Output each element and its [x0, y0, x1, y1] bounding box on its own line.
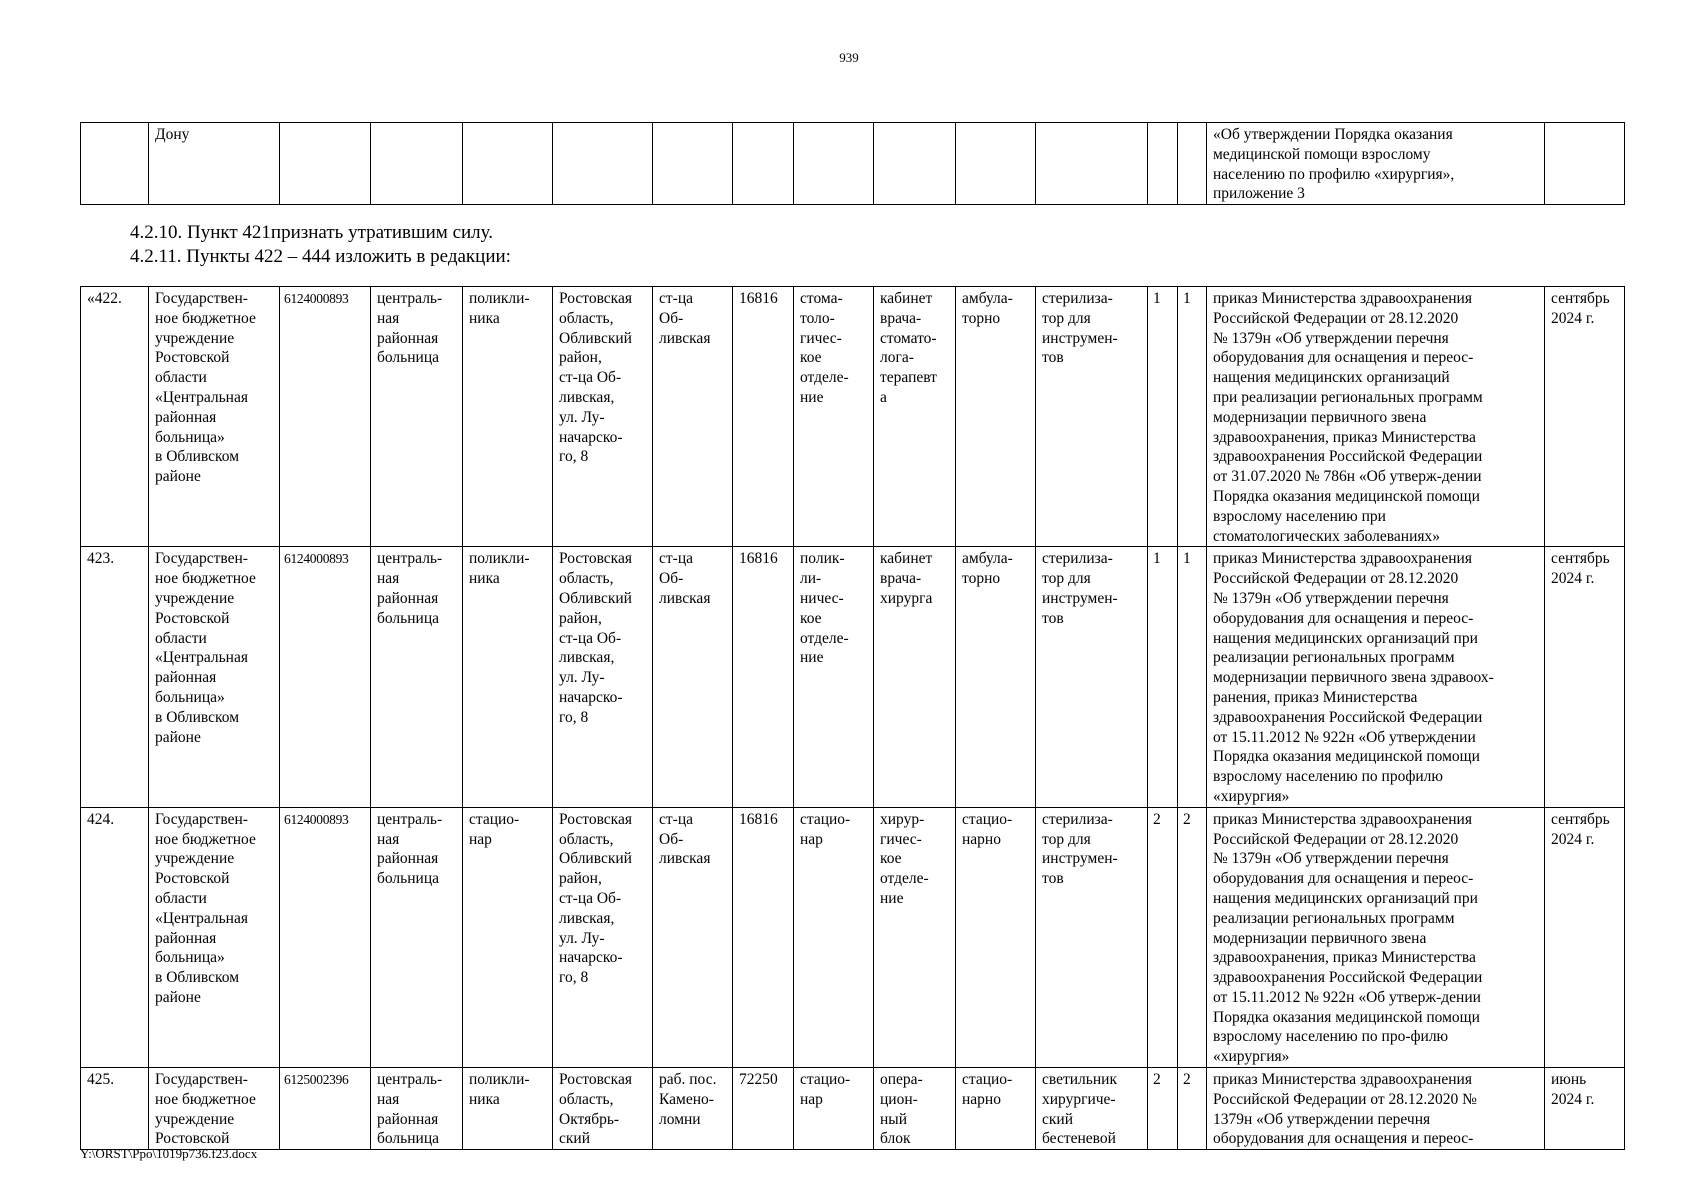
paragraph-item-4-2-10: 4.2.10. Пункт 421признать утратившим силу.	[130, 222, 494, 243]
code-cell: 72250	[733, 1068, 794, 1150]
table-row	[81, 547, 1625, 807]
table-cell	[733, 123, 794, 205]
care-form-cell: стацио- нарно	[956, 1068, 1036, 1150]
quantity-cell: 1	[1148, 287, 1178, 547]
address-cell: Ростовская область, Октябрь- ский	[553, 1068, 653, 1150]
table-cell	[280, 123, 371, 205]
room-cell: хирур- гичес- кое отделе- ние	[874, 807, 956, 1067]
equipment-table	[80, 286, 1625, 1150]
equipment-cell: стерилиза- тор для инструмен- тов	[1036, 807, 1148, 1067]
quantity-cell: 2	[1148, 1068, 1178, 1150]
department-cell: стацио- нар	[794, 1068, 874, 1150]
unit-type-cell: поликли- ника	[463, 287, 553, 547]
institution-cell: Государствен- ное бюджетное учреждение Ростовской области «Центральная районная больница» в Обливском районе	[149, 547, 280, 807]
legal-basis-cell: приказ Министерства здравоохранения Российской Федерации от 28.12.2020 № 1379н «Об утверждении перечня оборудования для оснащения и переос- нащения медицинских организаций при реализации региональных программ модернизации первичного звена здравоох- ранения, приказ Министерства здравоохранения Российской Федерации от 15.11.2012 № 922н «Об утверждении Порядка оказания медицинской помощи взрослому населению по профилю «хирургия»	[1207, 547, 1545, 807]
inn-cell: 6125002396	[280, 1068, 371, 1150]
room-cell: кабинет врача- стомато- лога- терапевт а	[874, 287, 956, 547]
page-number: 939	[839, 50, 859, 65]
table-cell	[1545, 123, 1625, 205]
institution-cell: Государствен- ное бюджетное учреждение Ростовской области «Центральная районная больница» в Обливском районе	[149, 287, 280, 547]
locality-cell: раб. пос. Камено- ломни	[653, 1068, 733, 1150]
row-number-cell: 425.	[81, 1068, 149, 1150]
table-cell	[1148, 123, 1178, 205]
table-row	[81, 287, 1625, 547]
paragraph-item-4-2-11: 4.2.11. Пункты 422 – 444 изложить в редакции:	[130, 246, 511, 267]
quantity-cell: 1	[1178, 547, 1207, 807]
room-cell: опера- цион- ный блок	[874, 1068, 956, 1150]
institution-cell: Государствен- ное бюджетное учреждение Ростовской области «Центральная районная больница» в Обливском районе	[149, 807, 280, 1067]
room-cell: кабинет врача- хирурга	[874, 547, 956, 807]
table-cell	[463, 123, 553, 205]
department-cell: стацио- нар	[794, 807, 874, 1067]
inn-cell: 6124000893	[280, 807, 371, 1067]
org-type-cell: централь- ная районная больница	[371, 287, 463, 547]
row-number-cell: 424.	[81, 807, 149, 1067]
institution-cell: Государствен- ное бюджетное учреждение Ростовской	[149, 1068, 280, 1150]
locality-cell: ст-ца Об- ливская	[653, 547, 733, 807]
code-cell: 16816	[733, 807, 794, 1067]
table-cell	[553, 123, 653, 205]
quantity-cell: 2	[1178, 1068, 1207, 1150]
legal-basis-cell: приказ Министерства здравоохранения Российской Федерации от 28.12.2020 № 1379н «Об утверждении перечня оборудования для оснащения и переос- нащения медицинских организаций при реализации региональных программ модернизации первичного звена здравоохранения, приказ Министерства здравоохранения Российской Федерации от 31.07.2020 № 786н «Об утверж-дении Порядка оказания медицинской помощи взрослому населению при стоматологических заболеваниях»	[1207, 287, 1545, 547]
table-cell	[653, 123, 733, 205]
department-cell: стома- толо- гичес- кое отделе- ние	[794, 287, 874, 547]
table-row	[81, 1068, 1625, 1150]
locality-cell: ст-ца Об- ливская	[653, 807, 733, 1067]
care-form-cell: амбула- торно	[956, 547, 1036, 807]
deadline-cell: сентябрь 2024 г.	[1545, 287, 1625, 547]
inn-cell: 6124000893	[280, 547, 371, 807]
equipment-cell: стерилиза- тор для инструмен- тов	[1036, 287, 1148, 547]
table-cell	[956, 123, 1036, 205]
table-row	[81, 807, 1625, 1067]
table-cell	[874, 123, 956, 205]
quantity-cell: 1	[1148, 547, 1178, 807]
table-cell	[1178, 123, 1207, 205]
unit-type-cell: поликли- ника	[463, 1068, 553, 1150]
table-cell	[1036, 123, 1148, 205]
equipment-cell: стерилиза- тор для инструмен- тов	[1036, 547, 1148, 807]
legal-basis-cell: приказ Министерства здравоохранения Российской Федерации от 28.12.2020 № 1379н «Об утверждении перечня оборудования для оснащения и переос-	[1207, 1068, 1545, 1150]
deadline-cell: сентябрь 2024 г.	[1545, 807, 1625, 1067]
table-row	[81, 123, 1625, 205]
deadline-cell: сентябрь 2024 г.	[1545, 547, 1625, 807]
table-cell	[81, 123, 149, 205]
code-cell: 16816	[733, 547, 794, 807]
org-type-cell: централь- ная районная больница	[371, 807, 463, 1067]
care-form-cell: амбула- торно	[956, 287, 1036, 547]
code-cell: 16816	[733, 287, 794, 547]
locality-cell: ст-ца Об- ливская	[653, 287, 733, 547]
continuation-table	[80, 122, 1625, 205]
department-cell: полик- ли- ничес- кое отделе- ние	[794, 547, 874, 807]
address-cell: Ростовская область, Обливский район, ст-ца Об- ливская, ул. Лу- начарско- го, 8	[553, 807, 653, 1067]
unit-type-cell: поликли- ника	[463, 547, 553, 807]
row-number-cell: 423.	[81, 547, 149, 807]
address-cell: Ростовская область, Обливский район, ст-ца Об- ливская, ул. Лу- начарско- го, 8	[553, 547, 653, 807]
quantity-cell: 2	[1178, 807, 1207, 1067]
table-cell: «Об утверждении Порядка оказания медицинской помощи взрослому населению по профилю «хирургия», приложение 3	[1207, 123, 1545, 205]
inn-cell: 6124000893	[280, 287, 371, 547]
table-cell	[794, 123, 874, 205]
table-cell	[371, 123, 463, 205]
quantity-cell: 2	[1148, 807, 1178, 1067]
address-cell: Ростовская область, Обливский район, ст-ца Об- ливская, ул. Лу- начарско- го, 8	[553, 287, 653, 547]
org-type-cell: централь- ная районная больница	[371, 547, 463, 807]
deadline-cell: июнь 2024 г.	[1545, 1068, 1625, 1150]
care-form-cell: стацио- нарно	[956, 807, 1036, 1067]
legal-basis-cell: приказ Министерства здравоохранения Российской Федерации от 28.12.2020 № 1379н «Об утверждении перечня оборудования для оснащения и переос- нащения медицинских организаций при реализации региональных программ модернизации первичного звена здравоохранения, приказ Министерства здравоохранения Российской Федерации от 15.11.2012 № 922н «Об утверж-дении Порядка оказания медицинской помощи взрослому населению по про-филю «хирургия»	[1207, 807, 1545, 1067]
equipment-cell: светильник хирургиче- ский бестеневой	[1036, 1068, 1148, 1150]
row-number-cell: «422.	[81, 287, 149, 547]
file-path-footer: Y:\ORST\Ppo\1019p736.f23.docx	[80, 1146, 258, 1161]
table-cell: Дону	[149, 123, 280, 205]
quantity-cell: 1	[1178, 287, 1207, 547]
org-type-cell: централь- ная районная больница	[371, 1068, 463, 1150]
unit-type-cell: стацио- нар	[463, 807, 553, 1067]
